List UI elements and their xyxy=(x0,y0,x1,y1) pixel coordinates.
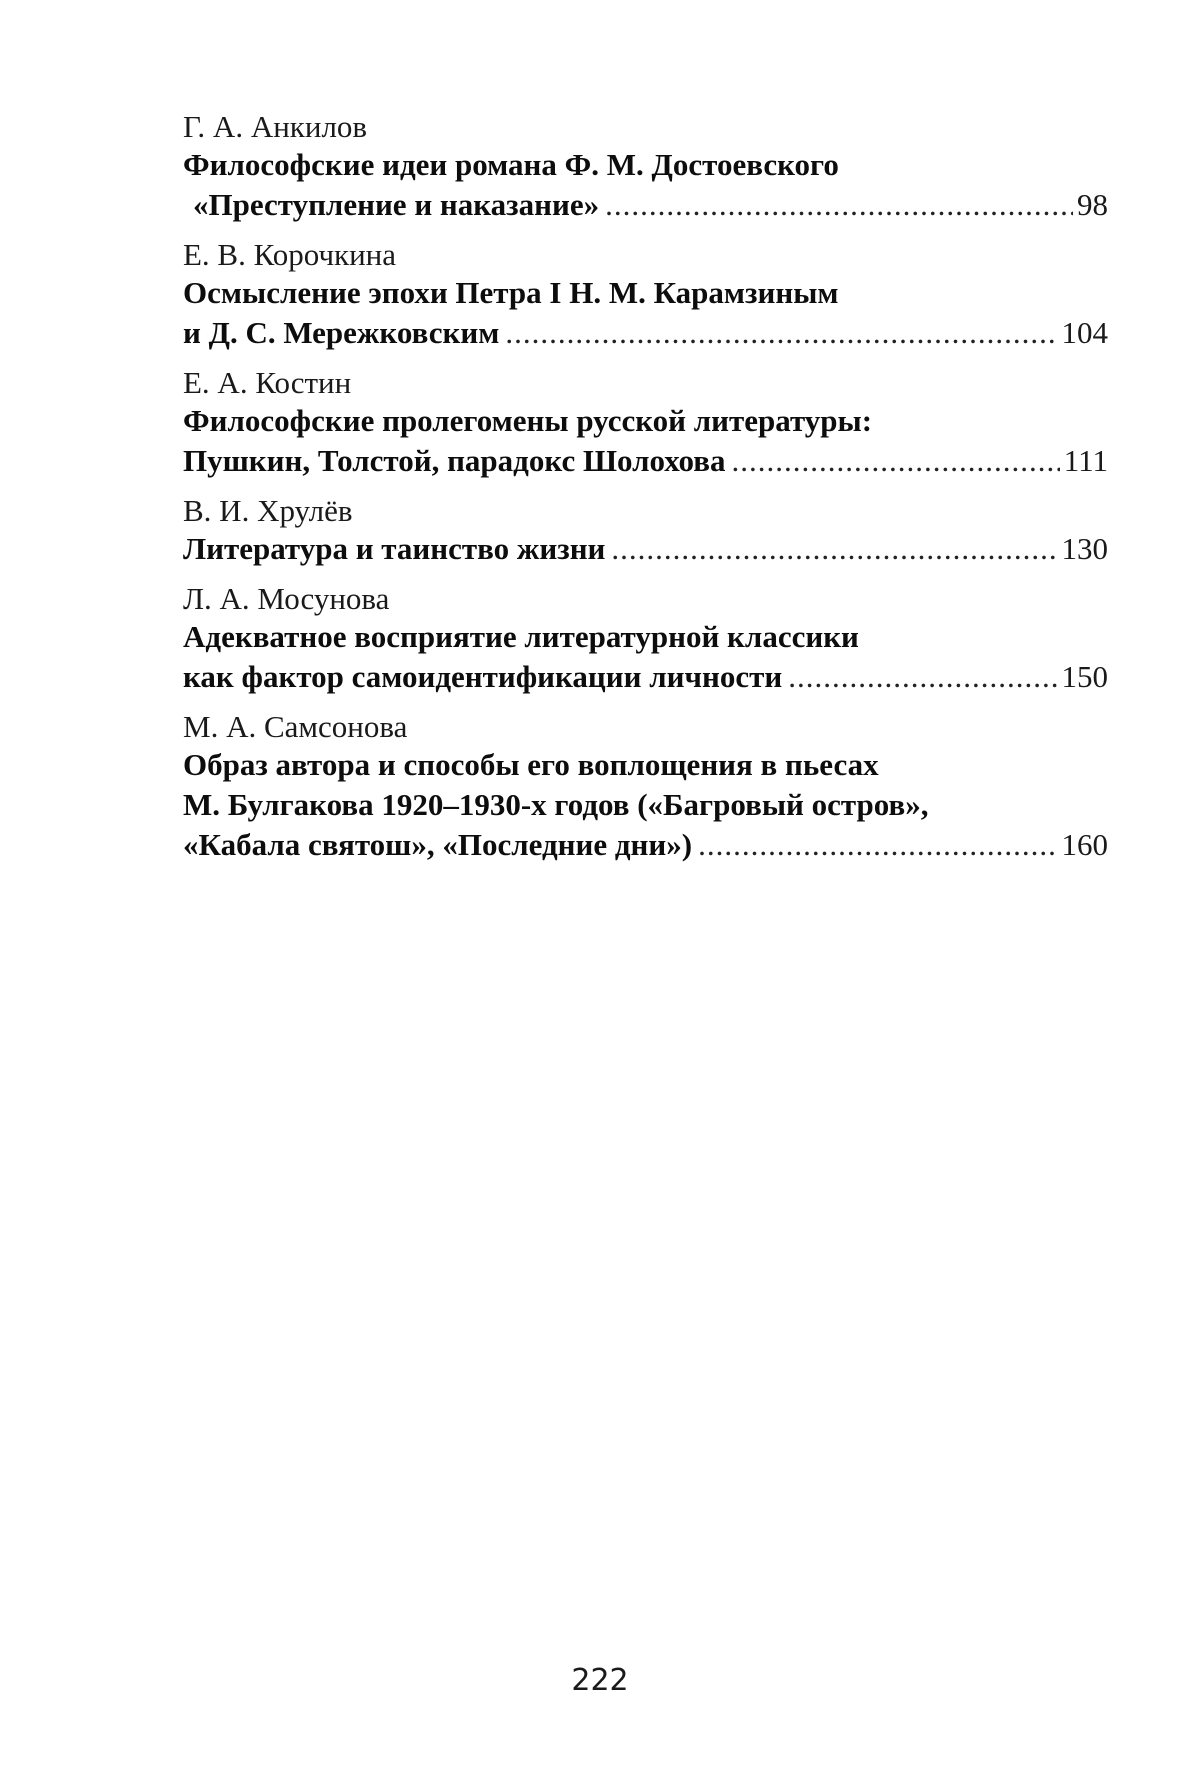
toc-entry xyxy=(183,236,1108,353)
dot-leader xyxy=(605,185,1073,225)
entry-title-line: Философские пролегомены русской литературы: xyxy=(183,403,873,438)
entry-last-line xyxy=(183,313,1108,353)
toc-entry xyxy=(183,580,1108,697)
entry-last-line xyxy=(183,825,1108,865)
toc-entry xyxy=(183,708,1108,865)
entry-page-number: 150 xyxy=(1061,659,1108,694)
entry-title-line: Философские идеи романа Ф. М. Достоевского xyxy=(183,147,839,182)
entry-title-line: Образ автора и способы его воплощения в пьесах xyxy=(183,747,879,782)
dot-leader xyxy=(505,313,1057,353)
entry-author: Е. А. Костин xyxy=(183,365,352,400)
entry-author: Л. А. Мосунова xyxy=(183,581,390,616)
entry-last-line xyxy=(183,657,1108,697)
entry-author: Г. А. Анкилов xyxy=(183,109,368,144)
entry-page-number: 111 xyxy=(1063,443,1108,478)
entry-last-line xyxy=(183,185,1108,225)
dot-leader xyxy=(698,825,1057,865)
entry-page-number: 98 xyxy=(1077,187,1108,222)
toc-entry xyxy=(183,364,1108,481)
entry-title-line: Пушкин, Толстой, парадокс Шолохова xyxy=(183,443,726,478)
entry-title-line: Осмысление эпохи Петра I Н. М. Карамзиным xyxy=(183,275,839,310)
page-number: 222 xyxy=(571,1663,629,1698)
entry-title-line: «Кабала святош», «Последние дни») xyxy=(183,827,693,862)
toc-entry xyxy=(183,108,1108,225)
entry-title-line: как фактор самоидентификации личности xyxy=(183,659,783,694)
table-of-contents xyxy=(183,108,1108,876)
entry-last-line xyxy=(183,441,1108,481)
entry-last-line xyxy=(183,529,1108,569)
dot-leader xyxy=(732,441,1060,481)
entry-author: В. И. Хрулёв xyxy=(183,493,353,528)
entry-title-line: Литература и таинство жизни xyxy=(183,531,606,566)
dot-leader xyxy=(611,529,1057,569)
entry-title-line: Адекватное восприятие литературной классики xyxy=(183,619,859,654)
entry-page-number: 130 xyxy=(1061,531,1108,566)
entry-page-number: 160 xyxy=(1061,827,1108,862)
toc-entry xyxy=(183,492,1108,569)
entry-title-line: М. Булгакова 1920–1930-х годов («Багровый остров», xyxy=(183,787,929,822)
entry-title-line: и Д. С. Мережковским xyxy=(183,315,500,350)
entry-author: М. А. Самсонова xyxy=(183,709,408,744)
dot-leader xyxy=(788,657,1057,697)
entry-page-number: 104 xyxy=(1061,315,1108,350)
entry-author: Е. В. Корочкина xyxy=(183,237,397,272)
entry-title-line: «Преступление и наказание» xyxy=(193,187,600,222)
